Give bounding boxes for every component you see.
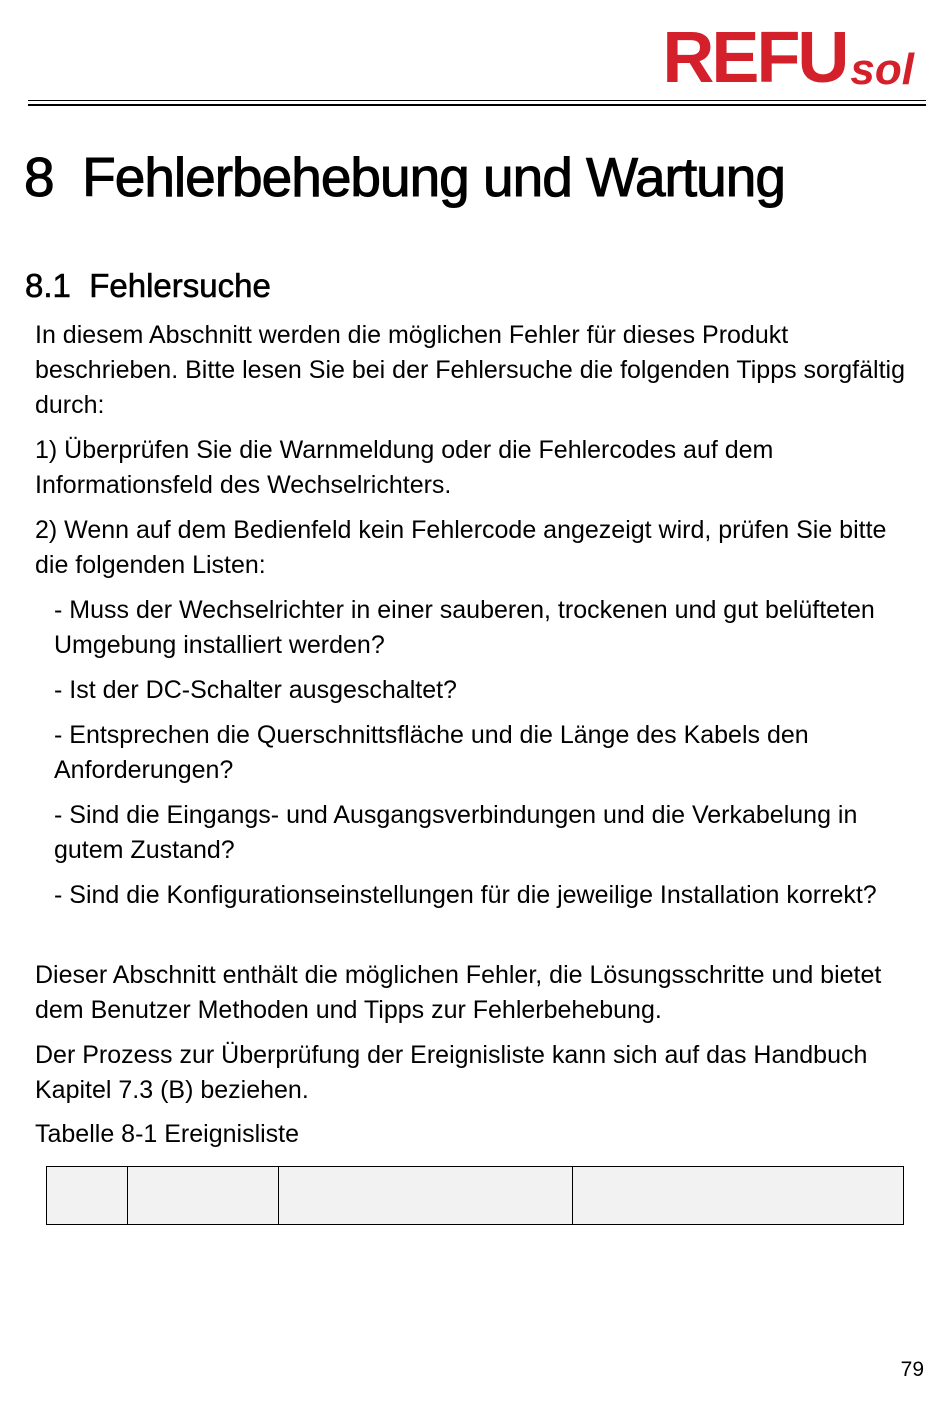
- event-list-table: [46, 1166, 904, 1225]
- table-caption: Tabelle 8-1 Ereignisliste: [35, 1120, 300, 1148]
- table-header-cell: [47, 1167, 128, 1225]
- logo-main-text: REFU: [662, 18, 847, 98]
- chapter-number: 8: [24, 146, 54, 208]
- section-number: 8.1: [25, 267, 71, 304]
- check-item: - Entsprechen die Querschnittsfläche und die Länge des Kabels den Anforderungen?: [54, 721, 809, 784]
- chapter-heading: [24, 142, 785, 212]
- table-header-row: [47, 1167, 904, 1225]
- intro-paragraph: In diesem Abschnitt werden die möglichen Fehler für dieses Produkt beschrieben. Bitte lesen Sie bei der Fehlersuche die folgenden Tipps sorgfältig durch:: [35, 321, 905, 419]
- summary-paragraph: Dieser Abschnitt enthält die möglichen Fehler, die Lösungsschritte und bietet dem Benutzer Methoden und Tipps zur Fehlerbehebung.: [35, 961, 882, 1024]
- reference-paragraph: Der Prozess zur Überprüfung der Ereignisliste kann sich auf das Handbuch Kapitel 7.3 (B) beziehen.: [35, 1041, 868, 1104]
- check-item: - Muss der Wechselrichter in einer sauberen, trockenen und gut belüfteten Umgebung installiert werden?: [54, 596, 875, 659]
- section-title: Fehlersuche: [89, 267, 271, 304]
- header-rule-thick: [28, 104, 926, 106]
- step-1-paragraph: 1) Überprüfen Sie die Warnmeldung oder die Fehlercodes auf dem Informationsfeld des Wechselrichters.: [35, 436, 774, 499]
- table-header-cell: [128, 1167, 279, 1225]
- check-item: - Sind die Eingangs- und Ausgangsverbindungen und die Verkabelung in gutem Zustand?: [54, 801, 858, 864]
- table-header-cell: [279, 1167, 573, 1225]
- check-item: - Sind die Konfigurationseinstellungen für die jeweilige Installation korrekt?: [54, 881, 877, 909]
- logo-sub-text: sol: [850, 45, 914, 94]
- table-header-cell: [573, 1167, 904, 1225]
- header-rule-thin: [28, 100, 926, 101]
- chapter-title: Fehlerbehebung und Wartung: [82, 146, 785, 208]
- page-number: 79: [900, 1358, 924, 1381]
- check-item: - Ist der DC-Schalter ausgeschaltet?: [54, 676, 457, 704]
- section-heading: [25, 266, 271, 306]
- brand-logo: [662, 18, 914, 98]
- step-2-paragraph: 2) Wenn auf dem Bedienfeld kein Fehlercode angezeigt wird, prüfen Sie bitte die folgenden Listen:: [35, 516, 887, 579]
